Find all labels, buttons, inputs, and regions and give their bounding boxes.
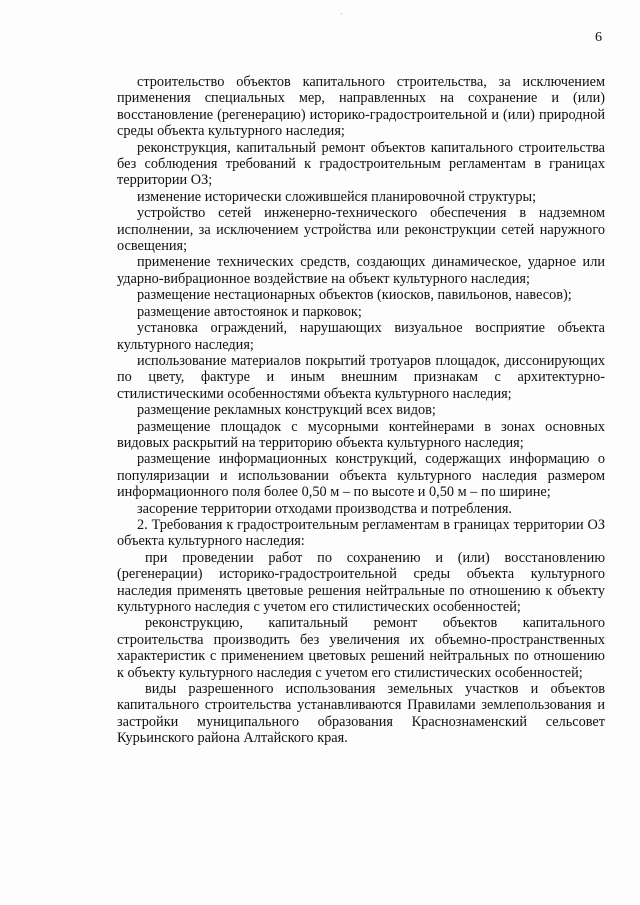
paragraph-15: при проведении работ по сохранению и (или) восстановлению (регенерации) историко-градостроительной среды объекта культурного наследия применять цветовые решения нейтральные по отношению к объекту культурного наследия с учетом его стилистических особенностей;	[117, 549, 605, 615]
paragraph-2: реконструкция, капитальный ремонт объектов капитального строительства без соблюдения требований к градостроительным регламентам в границах территории ОЗ;	[117, 139, 605, 189]
paragraph-13: засорение территории отходами производства и потребления.	[137, 500, 513, 517]
scan-speck	[341, 13, 342, 14]
paragraph-3: изменение исторически сложившейся планировочной структуры;	[137, 188, 537, 205]
paragraph-14: 2. Требования к градостроительным регламентам в границах территории ОЗ объекта культурного наследия:	[117, 516, 605, 550]
paragraph-11: размещение площадок с мусорными контейнерами в зонах основных видовых раскрытий на территорию объекта культурного наследия;	[117, 418, 605, 451]
paragraph-9: использование материалов покрытий тротуаров площадок, диссонирующих по цвету, фактуре и иным внешним признакам с архитектурно-стилистическими особенностями объекта культурного наследия;	[117, 352, 605, 402]
paragraph-16: реконструкцию, капитальный ремонт объектов капитального строительства производить без увеличения их объемно-пространственных характеристик с применением цветовых решений нейтральных по отношению к объекту культурного наследия с учетом его стилистических особенностей;	[117, 615, 605, 681]
paragraph-12: размещение информационных конструкций, содержащих информацию о популяризации и использовании объекта культурного наследия размером информационного поля более 0,50 м – по высоте и 0,50 м – по ширине;	[117, 451, 605, 501]
paragraph-1: строительство объектов капитального строительства, за исключением применения специальных мер, направленных на сохранение и (или) восстановление (регенерацию) историко-градостроительной и (или) природной среды объекта культурного наследия;	[117, 74, 605, 140]
paragraph-7: размещение автостоянок и парковок;	[137, 303, 362, 320]
paragraph-4: устройство сетей инженерно-технического обеспечения в надземном исполнении, за исключением устройства или реконструкции сетей наружного освещения;	[117, 205, 605, 255]
paragraph-8: установка ограждений, нарушающих визуальное восприятие объекта культурного наследия;	[117, 320, 605, 353]
paragraph-17: виды разрешенного использования земельных участков и объектов капитального строительства устанавливаются Правилами землепользования и застройки муниципального образования Краснознаменский сельсовет Курьинского района Алтайского края.	[117, 681, 605, 747]
document-body	[117, 74, 605, 747]
paragraph-10: размещение рекламных конструкций всех видов;	[137, 402, 436, 419]
page-number: 6	[595, 30, 602, 45]
paragraph-5: применение технических средств, создающих динамическое, ударное или ударно-вибрационное воздействие на объект культурного наследия;	[117, 254, 605, 287]
paragraph-6: размещение нестационарных объектов (киосков, павильонов, навесов);	[137, 287, 572, 304]
